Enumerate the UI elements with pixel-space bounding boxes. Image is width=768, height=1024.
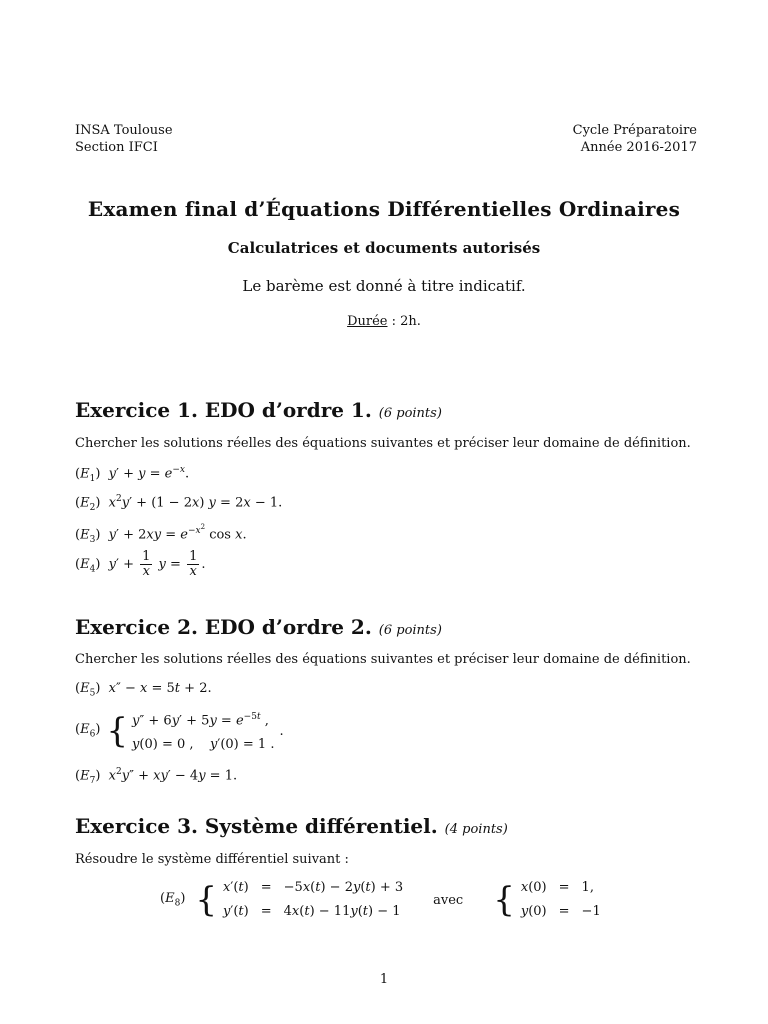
equation-e2: $(E_2) x^2y' + (1 - 2x) y = 2x - 1$.	[75, 494, 283, 513]
e8-initial-conditions: x(0) = 1, y(0) = −1	[520, 880, 601, 919]
exercise-2-points: (6 points)	[378, 623, 442, 638]
exercise-3-title: Exercice 3. Système différentiel.	[75, 814, 438, 838]
exercise-2-heading	[75, 615, 442, 639]
equation-e1: $(E_1) y' + y = e^{-x}$.	[75, 465, 190, 484]
duration	[0, 314, 768, 329]
exercise-1-points: (6 points)	[378, 406, 442, 421]
page-number: 1	[379, 972, 389, 987]
header-right	[573, 122, 697, 156]
equation-e5: $(E_5) x'' - x = 5t + 2$.	[75, 681, 212, 699]
header-left	[75, 122, 173, 156]
exercise-2-title: Exercice 2. EDO d’ordre 2.	[75, 615, 372, 639]
cycle: Cycle Préparatoire	[572, 123, 697, 138]
system-conjunction: avec	[433, 892, 464, 908]
left-brace: {	[106, 711, 129, 752]
left-brace-e8: {	[195, 880, 218, 920]
academic-year: Année 2016-2017	[580, 140, 697, 155]
institution: INSA Toulouse	[75, 123, 173, 138]
e8-equations: x′(t) = −5x(t) − 2y(t) + 3 y′(t) = 4x(t) − 11y(t) − 1	[223, 880, 404, 919]
exercise-2-instruction: Chercher les solutions réelles des équations suivantes et préciser leur domaine de définition.	[75, 652, 691, 667]
grading-note: Le barème est donné à titre indicatif.	[242, 277, 526, 295]
exercise-3-instruction: Résoudre le système différentiel suivant :	[75, 852, 349, 867]
duration-label: Durée	[347, 314, 388, 329]
fraction-1-over-x-rhs: $\frac{1}{x}$	[189, 549, 198, 579]
exercise-1-title: Exercice 1. EDO d’ordre 1.	[75, 398, 372, 422]
exercise-1-instruction: Chercher les solutions réelles des équations suivantes et préciser leur domaine de définition.	[75, 436, 691, 451]
exercise-3-points: (4 points)	[444, 822, 508, 837]
equation-e7: $(E_7) x^2y'' + xy' - 4y = 1$.	[75, 767, 238, 786]
fraction-1-over-x: $\frac{1}{x}$	[142, 549, 151, 579]
exercise-1-heading	[75, 398, 442, 422]
duration-value: : 2h.	[387, 314, 421, 329]
equation-e8-system: $(E_8)$ { x′(t) = −5x(t) − 2y(t) + 3 y′(t) = 4x(t) − 11y(t) − 1 avec { x(0) = 1, y(0) = −1	[160, 876, 607, 924]
left-brace-initial: {	[493, 880, 515, 920]
exam-title: Examen final d’Équations Différentielles Ordinaires	[87, 197, 681, 221]
equation-e8	[160, 876, 607, 924]
equation-e3: $(E_3) y' + 2xy = e^{-x^2}$ cos x.	[75, 523, 247, 545]
equation-e6	[75, 705, 285, 757]
section: Section IFCI	[75, 140, 158, 155]
equation-e6-system: $(E_6)$ { $y'' + 6y' + 5y = e^{-5t}$ , y(0) = 0 , y′(0) = 1 . .	[75, 705, 285, 757]
exam-subtitle: Calculatrices et documents autorisés	[227, 239, 541, 257]
equation-e4: $(E_4) y'$ + $\frac{1}{x}$ y = $\frac{1}{x}$ .	[75, 549, 206, 579]
exercise-3-heading	[75, 814, 508, 838]
